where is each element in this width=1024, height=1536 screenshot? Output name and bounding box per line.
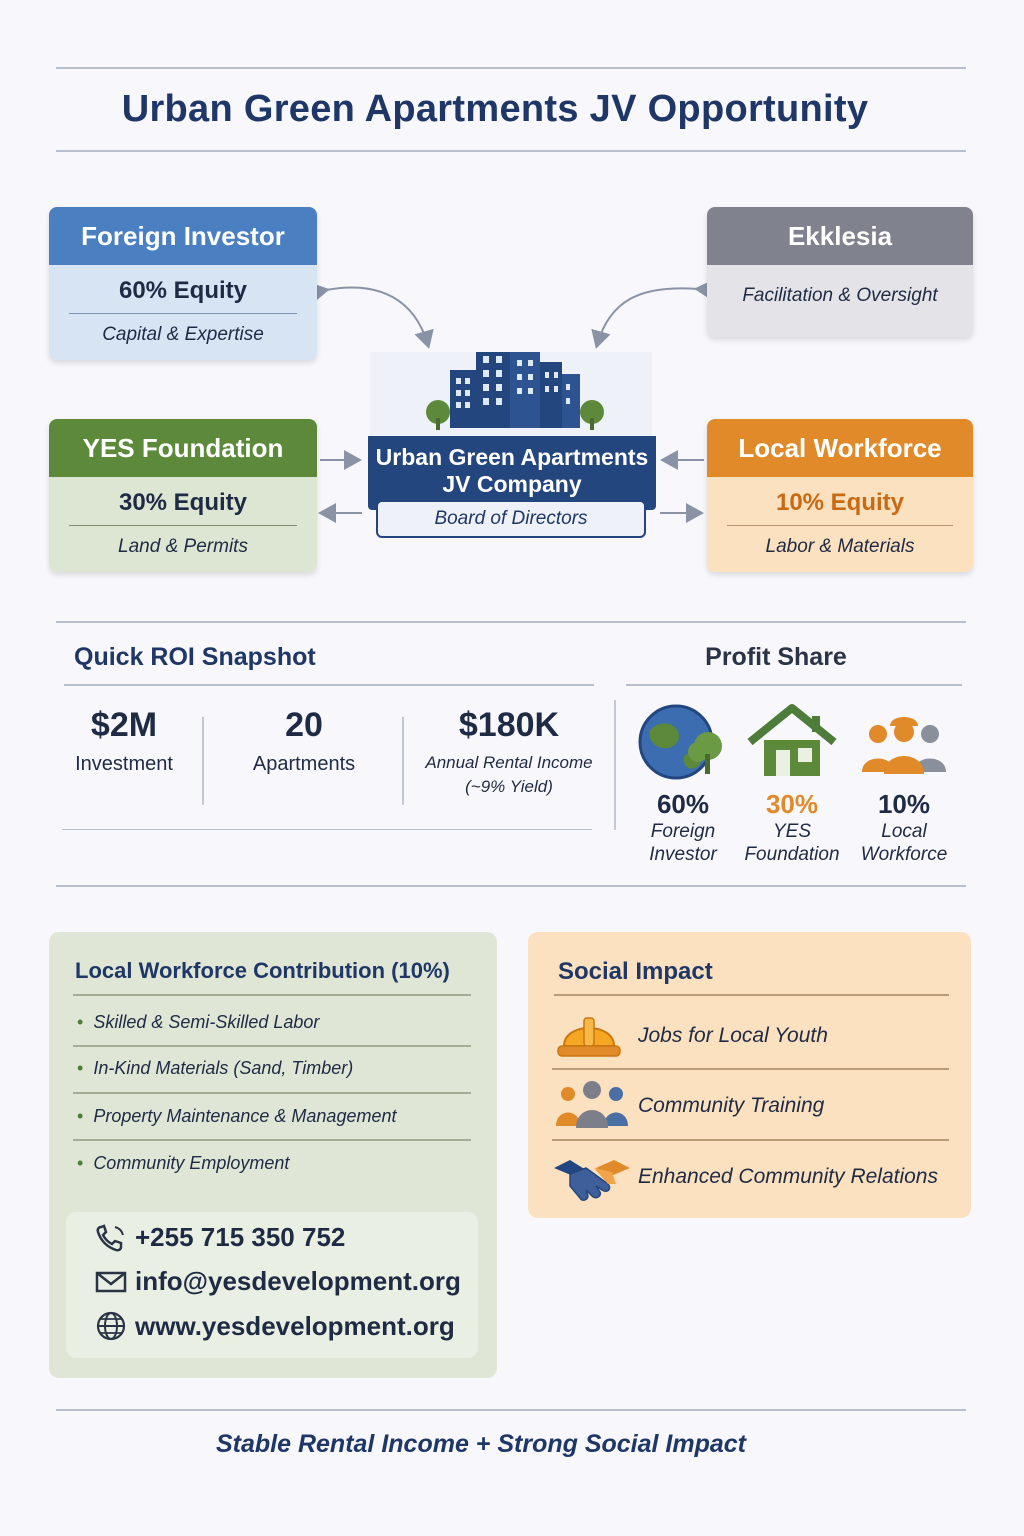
local-workforce-card <box>707 419 973 572</box>
stat-apartments-value: 20 <box>285 706 323 744</box>
roi-profit-divider <box>614 700 616 830</box>
yes-foundation-card <box>49 419 317 572</box>
roi-title-rule <box>64 684 594 686</box>
impact-item-relations: Enhanced Community Relations <box>638 1165 938 1188</box>
stat-rental-value: $180K <box>458 706 560 744</box>
footer-tagline: Stable Rental Income + Strong Social Impact <box>216 1430 746 1458</box>
email-address: info@yesdevelopment.org <box>135 1266 461 1296</box>
phone-number: +255 715 350 752 <box>135 1222 346 1252</box>
jv-company-line1: Urban Green Apartments <box>375 444 649 470</box>
impact-item-jobs: Jobs for Local Youth <box>638 1024 828 1047</box>
page-title: Urban Green Apartments JV Opportunity <box>121 88 869 130</box>
hard-hat-icon <box>554 1004 624 1064</box>
stat-investment-value: $2M <box>90 706 158 744</box>
jv-company-box <box>370 352 652 540</box>
list-item: • Skilled & Semi-Skilled Labor <box>77 1012 473 1033</box>
profit-label-yes-1: YES <box>772 821 812 842</box>
globe-icon <box>95 1310 127 1342</box>
stat-investment <box>56 706 192 776</box>
workers-icon <box>852 700 956 784</box>
profit-label-foreign-2: Investor <box>649 844 717 865</box>
roi-title: Quick ROI Snapshot <box>74 643 316 671</box>
stat-apartments <box>226 706 382 776</box>
profit-label-workforce-2: Workforce <box>860 844 948 865</box>
yes-foundation-name: YES Foundation <box>49 419 317 477</box>
board-of-directors: Board of Directors <box>376 500 646 538</box>
impact-item-training: Community Training <box>638 1094 825 1117</box>
stat-divider <box>402 717 404 805</box>
yes-foundation-equity: 30% Equity <box>118 489 248 516</box>
list-item: • In-Kind Materials (Sand, Timber) <box>77 1058 473 1079</box>
email-contact[interactable] <box>95 1266 461 1297</box>
profit-item-foreign <box>632 700 734 866</box>
local-workforce-role: Labor & Materials <box>765 536 915 557</box>
mid-rule <box>56 621 966 623</box>
local-workforce-name: Local Workforce <box>707 419 973 477</box>
list-item: • Property Maintenance & Management <box>77 1106 473 1127</box>
social-impact-title: Social Impact <box>558 958 713 985</box>
website-contact[interactable] <box>95 1310 455 1342</box>
foreign-investor-card <box>49 207 317 360</box>
social-impact-panel <box>528 932 971 1218</box>
yes-foundation-role: Land & Permits <box>118 536 248 557</box>
jv-company-line2: JV Company <box>442 471 582 497</box>
profit-item-yes <box>742 700 842 866</box>
profit-title-rule <box>626 684 962 686</box>
phone-contact[interactable] <box>95 1222 345 1253</box>
buildings-icon <box>370 352 652 436</box>
email-icon <box>95 1270 127 1294</box>
jv-company-title <box>368 436 656 510</box>
foreign-investor-name: Foreign Investor <box>49 207 317 265</box>
handshake-icon <box>550 1150 634 1208</box>
stat-divider <box>202 717 204 805</box>
stat-rental-label: Annual Rental Income <box>425 753 593 772</box>
profit-item-workforce <box>852 700 956 866</box>
phone-icon <box>95 1223 127 1253</box>
stat-apartments-label: Apartments <box>252 753 356 775</box>
local-workforce-equity: 10% Equity <box>775 489 905 516</box>
lower-rule <box>56 885 966 887</box>
house-icon <box>742 700 842 784</box>
globe-tree-icon <box>632 700 734 784</box>
foreign-investor-equity: 60% Equity <box>118 277 248 304</box>
stat-rental-income <box>412 706 606 797</box>
footer-rule <box>56 1409 966 1411</box>
jv-building-graphic <box>370 352 652 436</box>
workforce-panel-title: Local Workforce Contribution (10%) <box>75 958 450 983</box>
ekklesia-role: Facilitation & Oversight <box>742 285 938 306</box>
profit-label-yes-2: Foundation <box>744 844 840 865</box>
website-url: www.yesdevelopment.org <box>135 1310 455 1341</box>
community-training-icon <box>552 1076 632 1132</box>
ekklesia-card <box>707 207 973 337</box>
roi-bottom-rule <box>62 829 592 830</box>
profit-pct-workforce: 10% <box>877 789 931 819</box>
list-item: • Community Employment <box>77 1153 473 1174</box>
profit-pct-yes: 30% <box>765 789 819 819</box>
ekklesia-name: Ekklesia <box>707 207 973 265</box>
foreign-investor-role: Capital & Expertise <box>102 324 264 345</box>
stat-investment-label: Investment <box>75 753 173 775</box>
workforce-contribution-panel <box>49 932 497 1378</box>
profit-title: Profit Share <box>705 643 847 671</box>
profit-pct-foreign: 60% <box>656 789 710 819</box>
stat-rental-note: (~9% Yield) <box>465 777 553 796</box>
profit-label-foreign-1: Foreign <box>650 821 716 842</box>
profit-label-workforce-1: Local <box>881 821 927 842</box>
